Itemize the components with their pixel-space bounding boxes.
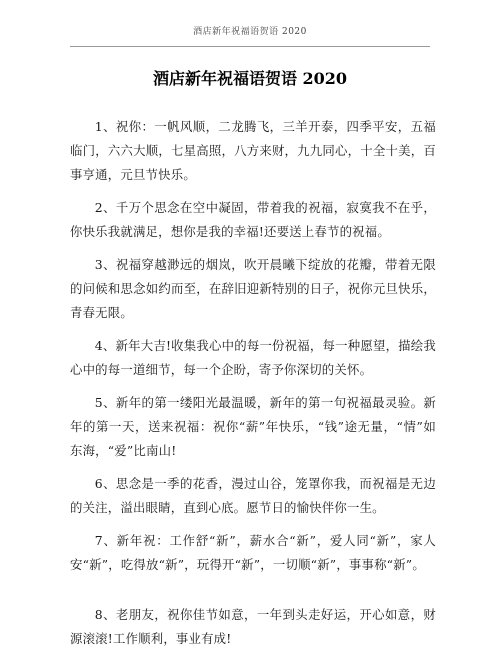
paragraph-6: 6、思念是一季的花香，漫过山谷，笼罩你我，而祝福是无边的关注，溢出眼睛，直到心底。愿节日的愉快伴你一生。	[70, 476, 436, 515]
paragraph-1: 1、祝你：一帆风顺，二龙腾飞，三羊开泰，四季平安，五福临门，六六大顺，七星高照，八方来财，九九同心，十全十美，百事亨通，元旦节快乐。	[70, 119, 436, 182]
paragraph-4: 4、新年大吉!收集我心中的每一份祝福，每一种愿望，描绘我心中的每一道细节，每一个企盼，寄予你深切的关怀。	[70, 338, 436, 377]
header-divider	[70, 46, 430, 47]
running-header: 酒店新年祝福语贺语 2020	[193, 27, 307, 37]
paragraph-5: 5、新年的第一缕阳光最温暖，新年的第一句祝福最灵验。新年的第一天，送来祝福：祝你“薪”年快乐，“钱”途无量，“情”如东海，“爱”比南山!	[70, 395, 436, 458]
paragraph-2: 2、千万个思念在空中凝固，带着我的祝福，寂寞我不在乎，你快乐我就满足，想你是我的幸福!还要送上春节的祝福。	[70, 200, 436, 239]
paragraph-3: 3、祝福穿越渺远的烟岚，吹开晨曦下绽放的花瓣，带着无限的问候和思念如约而至，在辞旧迎新特别的日子，祝你元旦快乐，青春无限。	[70, 257, 436, 320]
document-body	[70, 115, 436, 660]
page-title: 酒店新年祝福语贺语 2020	[152, 69, 348, 88]
paragraph-8: 8、老朋友，祝你佳节如意，一年到头走好运，开心如意，财源滚滚!工作顺利，事业有成!	[70, 607, 436, 646]
paragraph-7: 7、新年祝：工作舒“新”，薪水合“新”，爱人同“新”，家人安“新”，吃得放“新”，玩得开“新”，一切顺“新”，事事称“新”。	[70, 533, 436, 572]
